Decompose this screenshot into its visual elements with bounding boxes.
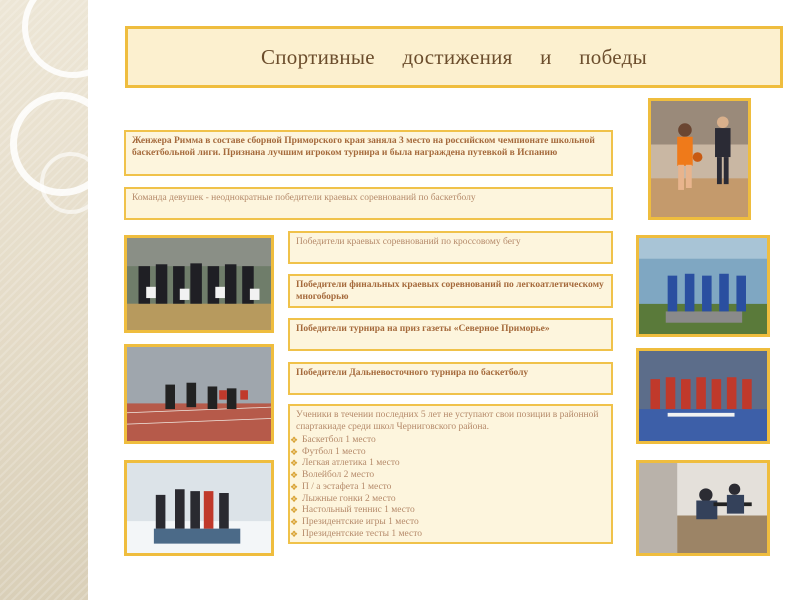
sports-result-text: Настольный теннис 1 место xyxy=(302,505,415,516)
cross-country-text: Победители краевых соревнований по кроссовому бегу xyxy=(296,237,521,247)
title-box xyxy=(125,26,783,88)
athletics-box xyxy=(288,274,613,308)
sports-result-text: П / а эстафета 1 место xyxy=(302,481,392,492)
sports-result-text: Президентские тесты 1 место xyxy=(302,528,423,539)
sports-result-item xyxy=(290,505,611,517)
diamond-bullet-icon: ❖ xyxy=(290,493,299,504)
diamond-bullet-icon: ❖ xyxy=(290,505,299,516)
students-intro-text xyxy=(290,406,611,433)
sports-result-text: Президентские игры 1 место xyxy=(302,516,419,527)
sports-result-item xyxy=(290,482,611,494)
far-east-team-photo xyxy=(636,348,770,444)
zhenzhera-achievement-text: Женжера Римма в составе сборной Приморского края заняла 3 место на российском чемпионате школьной баскетбольной лиги. Признана лучшим игроком турнира и была награждена путевкой в Испанию xyxy=(132,136,595,158)
sports-result-text: Футбол 1 место xyxy=(302,446,366,457)
sports-result-item xyxy=(290,447,611,459)
sports-result-text: Лыжные гонки 2 место xyxy=(302,493,396,504)
sports-result-item xyxy=(290,458,611,470)
far-east-basketball-text: Победители Дальневосточного турнира по баскетболу xyxy=(296,368,529,378)
diamond-bullet-icon: ❖ xyxy=(290,516,299,527)
diamond-bullet-icon: ❖ xyxy=(290,528,299,539)
sports-result-item xyxy=(290,470,611,482)
sports-result-text: Баскетбол 1 место xyxy=(302,435,376,445)
athletics-text: Победители финальных краевых соревнований по легкоатлетическому многоборью xyxy=(296,280,604,302)
cross-country-box xyxy=(288,231,613,264)
far-east-basketball-box xyxy=(288,362,613,395)
shooting-photo xyxy=(636,460,770,556)
diamond-bullet-icon: ❖ xyxy=(290,435,299,445)
page-title: Спортивные достижения и победы xyxy=(260,44,648,69)
diamond-bullet-icon: ❖ xyxy=(290,446,299,457)
side-panel-texture xyxy=(0,0,88,600)
sports-result-item xyxy=(290,494,611,506)
sports-result-text: Волейбол 2 место xyxy=(302,470,375,481)
sports-result-text: Легкая атлетика 1 место xyxy=(302,458,400,469)
athletics-team-photo xyxy=(636,235,770,337)
newspaper-prize-box xyxy=(288,318,613,351)
basketball-player-photo xyxy=(648,98,751,220)
diamond-bullet-icon: ❖ xyxy=(290,481,299,492)
sports-result-item xyxy=(290,517,611,529)
decorative-side-panel xyxy=(0,0,88,600)
sports-result-item xyxy=(290,435,611,447)
sports-results-list xyxy=(290,435,611,540)
zhenzhera-achievement-box xyxy=(124,130,613,176)
diamond-bullet-icon: ❖ xyxy=(290,470,299,481)
girls-team-photo xyxy=(124,235,274,333)
newspaper-prize-text: Победители турнира на приз газеты «Северное Приморье» xyxy=(296,324,550,334)
students-results-box xyxy=(288,404,613,544)
winter-podium-photo xyxy=(124,460,274,556)
sports-result-item xyxy=(290,529,611,541)
diamond-bullet-icon: ❖ xyxy=(290,458,299,469)
girls-team-box xyxy=(124,187,613,220)
cross-country-run-photo xyxy=(124,344,274,444)
students-intro-span: Ученики в течении последних 5 лет не уступают свои позиции в районной спартакиаде среди школ Черниговского района. xyxy=(296,410,599,432)
girls-team-text: Команда девушек - неоднократные победители краевых соревнований по баскетболу xyxy=(132,193,476,203)
